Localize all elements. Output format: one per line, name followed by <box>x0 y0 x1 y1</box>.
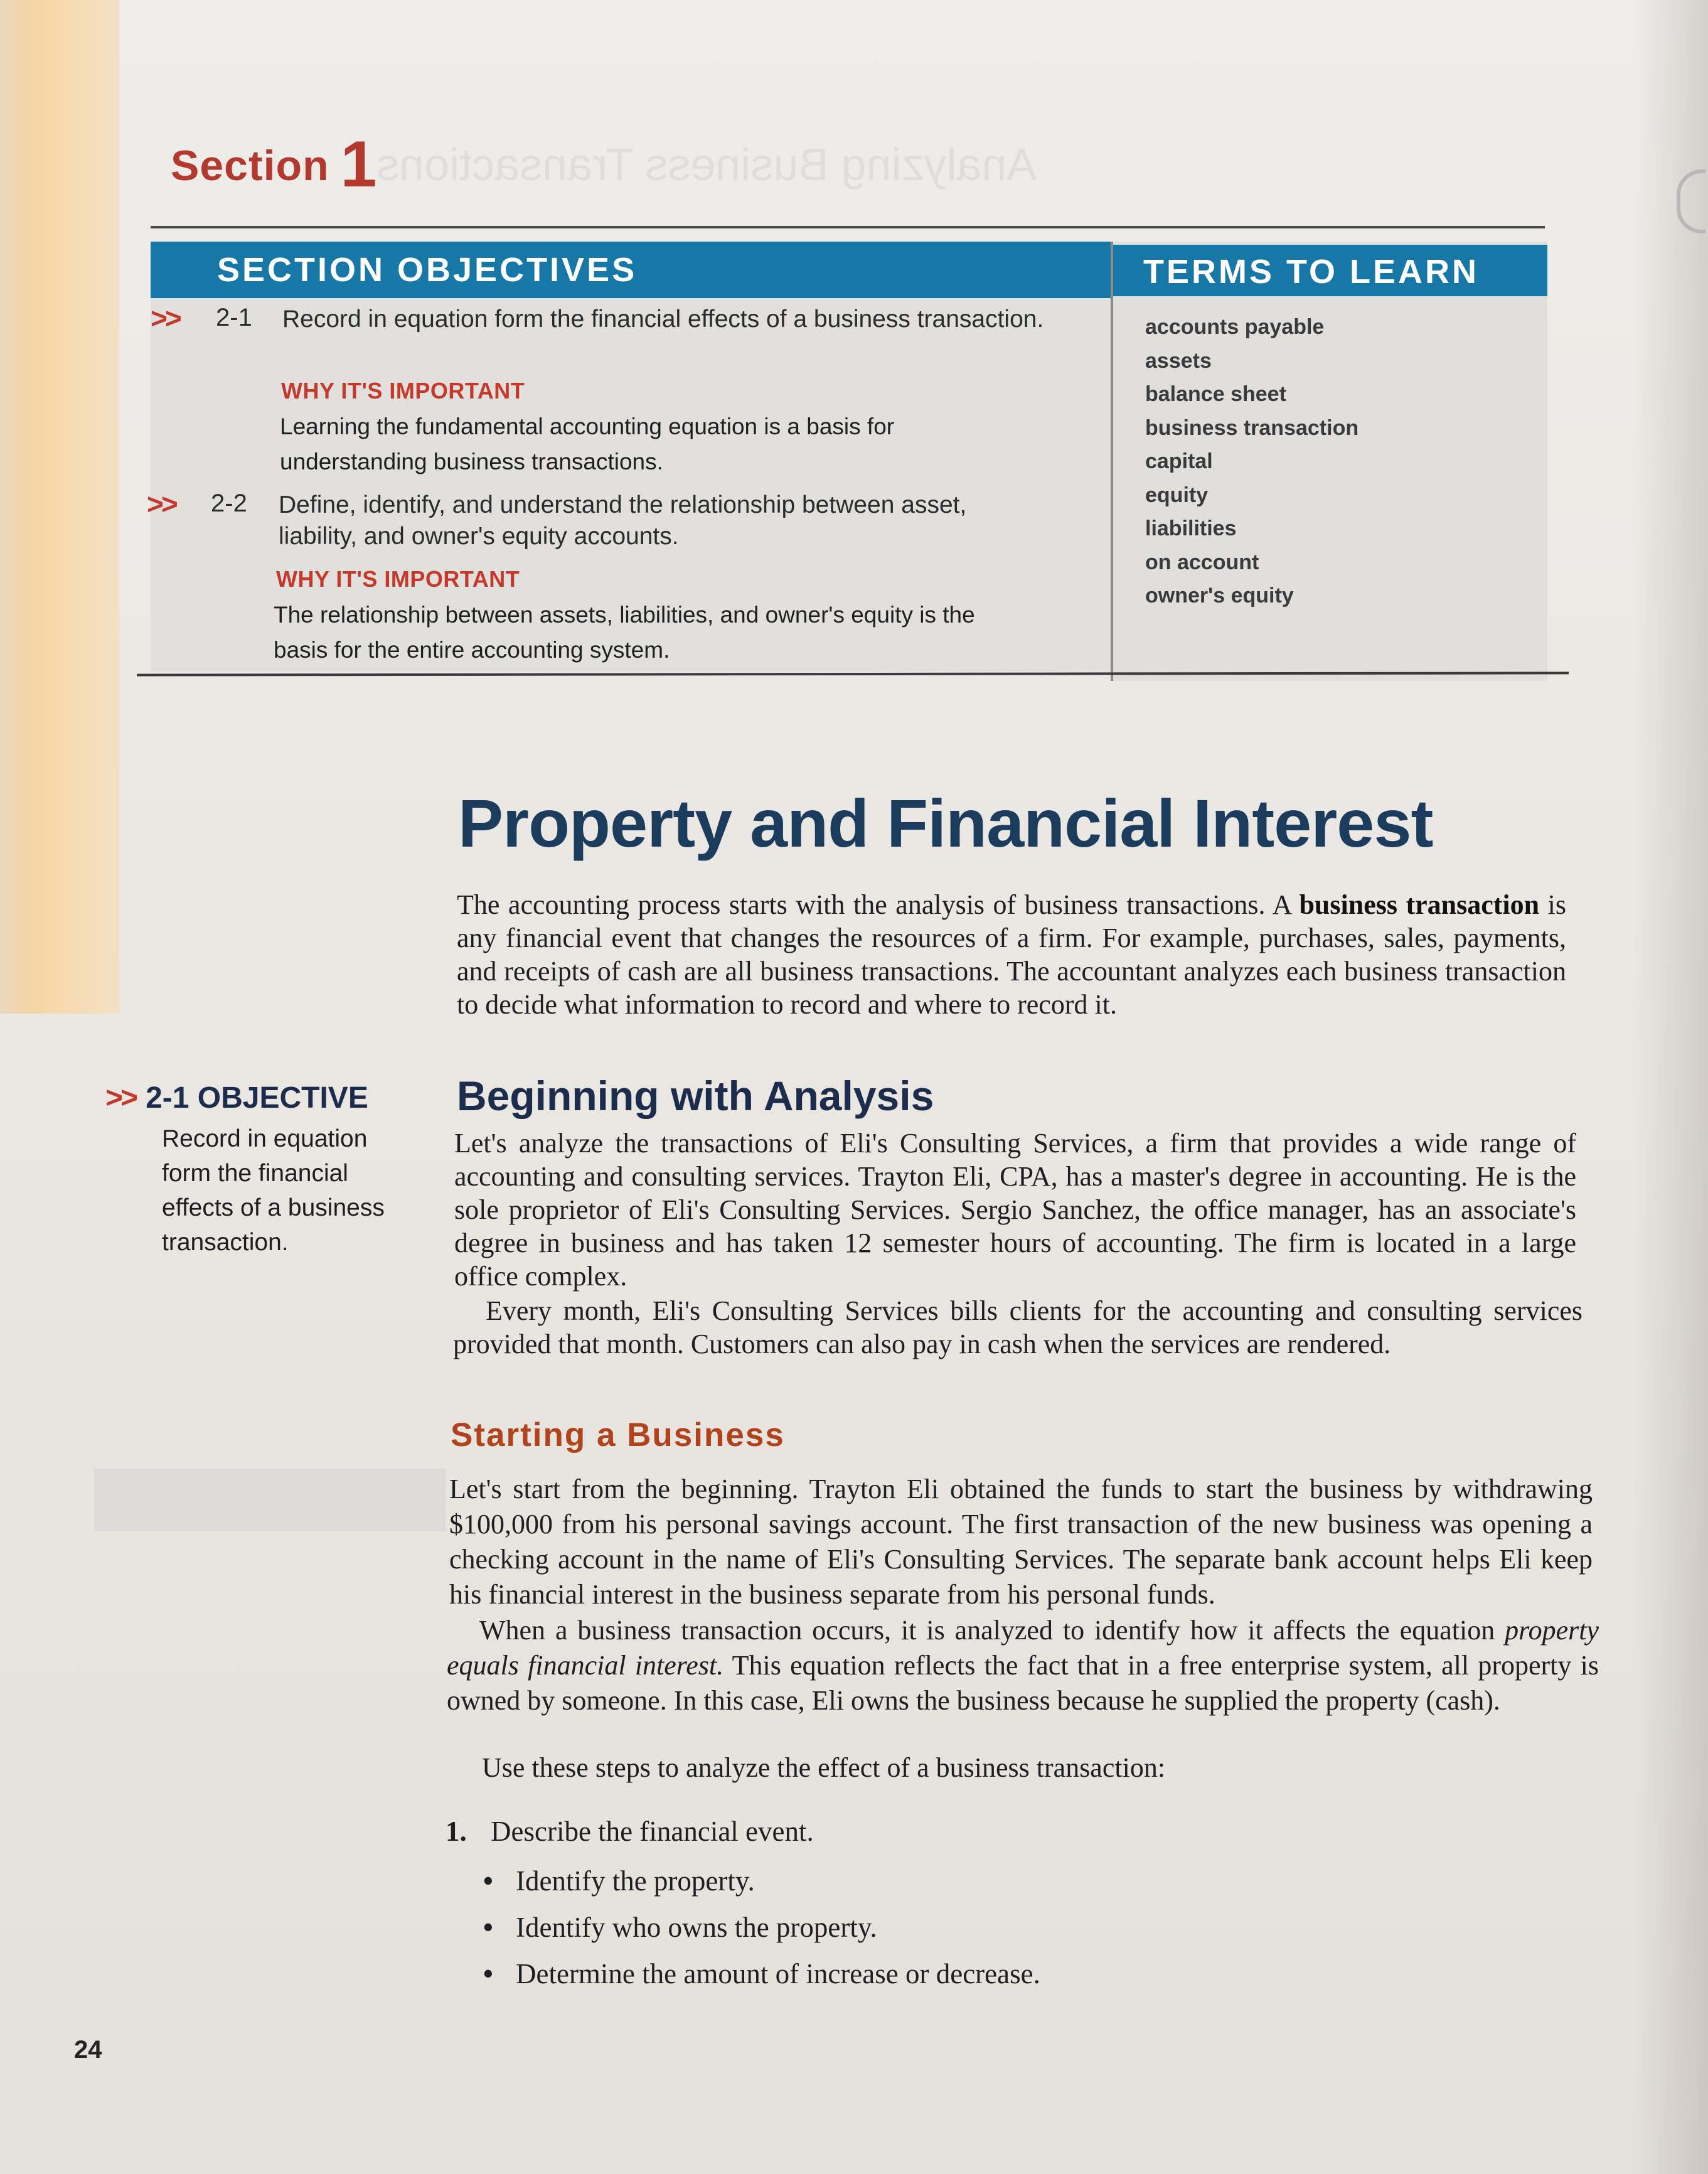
section-number: 1 <box>340 128 378 201</box>
intro-paragraph <box>457 888 1566 1021</box>
equation-italic: property equals financial interest. <box>447 1615 1599 1681</box>
list-item <box>483 1951 1040 1997</box>
page-number: 24 <box>74 2036 102 2064</box>
terms-header: TERMS TO LEARN <box>1143 253 1480 291</box>
term-item: balance sheet <box>1145 382 1286 406</box>
margin-objective-label: 2-1 OBJECTIVE <box>146 1081 368 1115</box>
term-item: accounts payable <box>1145 315 1325 339</box>
term-item: assets <box>1145 348 1212 373</box>
margin-objective-title <box>105 1081 368 1115</box>
why-important-text: The relationship between assets, liabilities, and owner's equity is the basis for the entire accounting system. <box>274 602 975 663</box>
equation-text-start: When a business transaction occurs, it is analyzed to identify how it affects the equation <box>479 1615 1505 1646</box>
bullet-icon: • <box>483 1912 493 1943</box>
objective-arrow-icon: >> <box>105 1081 136 1115</box>
starting-paragraph <box>447 1613 1599 1718</box>
show-through-chapter-title: Analyzing Business Transactions <box>376 140 1037 190</box>
top-rule <box>151 226 1545 228</box>
objective-number: 2-2 <box>211 490 247 517</box>
show-through-shading <box>94 1469 446 1531</box>
objective-arrow-icon: >> <box>151 302 179 335</box>
margin-objective-text: Record in equation form the financial effects of a business transaction. <box>162 1125 385 1256</box>
objective-number: 2-1 <box>216 304 252 331</box>
steps-intro: Use these steps to analyze the effect of a business transaction: <box>482 1752 1166 1783</box>
objectives-header-bar <box>151 242 1111 298</box>
objective-arrow-icon: >> <box>147 488 176 520</box>
starting-paragraph: Let's start from the beginning. Trayton Eli obtained the funds to start the business by withdrawing $100,000 from his personal savings account. The first transaction of the new business was opening a checking account in the name of Eli's Consulting Services. The separate bank account helps Eli keep his financial interest in the business separate from his personal funds. <box>449 1474 1593 1610</box>
list-item <box>483 1858 1040 1904</box>
intro-text-end: is any financial event that changes the resources of a firm. For example, purchases, sales, payments, and receipts of cash are all business transactions. The accountant analyzes each business transaction to decide what information to record and where to record it. <box>457 889 1566 1020</box>
objective-text: Record in equation form the financial effects of a business transaction. <box>282 306 1044 333</box>
step-text: Describe the financial event. <box>491 1816 814 1847</box>
bullet-icon: • <box>483 1865 493 1897</box>
term-item: owner's equity <box>1145 584 1294 608</box>
term-item: capital <box>1145 449 1213 473</box>
bullet-text: Identify who owns the property. <box>516 1912 877 1943</box>
why-important-text: Learning the fundamental accounting equation is a basis for understanding business transactions. <box>280 414 895 474</box>
term-item: equity <box>1145 483 1209 507</box>
bullet-text: Identify the property. <box>516 1865 755 1897</box>
analysis-paragraph: Let's analyze the transactions of Eli's Consulting Services, a firm that provides a wide range of accounting and consulting services. Trayton Eli, CPA, has a master's degree in accounting. He is the sole proprietor of Eli's Consulting Services. Sergio Sanchez, the office manager, has an associate's degree in business and has taken 12 semester hours of accounting. The firm is located in a large office complex. <box>454 1128 1576 1292</box>
objective-text: Define, identify, and understand the relationship between asset, liability, and owner's equity accounts. <box>279 491 967 550</box>
key-term: business transaction <box>1299 889 1540 920</box>
term-item: business transaction <box>1145 415 1359 440</box>
term-item: liabilities <box>1145 517 1237 540</box>
step-number: 1. <box>446 1816 467 1847</box>
terms-header-bar <box>1113 245 1547 296</box>
why-important-label: WHY IT'S IMPORTANT <box>276 566 520 592</box>
section-label: Section <box>171 142 329 190</box>
page-edge-shadow <box>1633 0 1708 2174</box>
subheading-starting-business: Starting a Business <box>451 1416 785 1454</box>
equation-text-end: This equation reflects the fact that in a free enterprise system, all property is owned by someone. In this case, Eli owns the business because he supplied the property (cash). <box>447 1650 1599 1716</box>
term-item: on account <box>1145 550 1259 574</box>
page-title: Property and Financial Interest <box>458 785 1433 861</box>
objectives-header: SECTION OBJECTIVES <box>217 251 638 289</box>
step-bullet-list <box>483 1858 1040 1997</box>
intro-text-start: The accounting process starts with the analysis of business transactions. A <box>457 889 1300 920</box>
orange-band-fade <box>0 0 38 1014</box>
list-item <box>483 1904 1040 1951</box>
bullet-text: Determine the amount of increase or decrease. <box>516 1958 1040 1989</box>
why-important-label: WHY IT'S IMPORTANT <box>281 378 525 404</box>
section-heading <box>171 128 378 201</box>
section-heading-analysis: Beginning with Analysis <box>457 1073 934 1119</box>
steps-list <box>446 1815 814 1848</box>
bullet-icon: • <box>483 1958 493 1989</box>
terms-list <box>1145 311 1522 613</box>
analysis-paragraph: Every month, Eli's Consulting Services bills clients for the accounting and consulting services provided that month. Customers can also pay in cash when the services are rendered. <box>453 1295 1583 1359</box>
